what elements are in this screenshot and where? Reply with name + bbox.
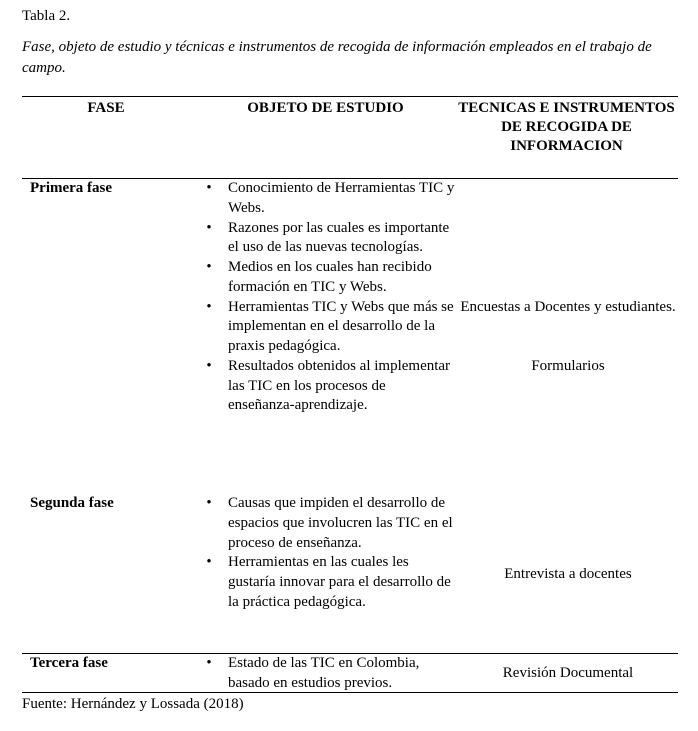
list-item (200, 654, 455, 694)
table-top-rule (22, 96, 678, 97)
phase-label-segunda: Segunda fase (30, 495, 114, 511)
objeto-text: Herramientas en las cuales les gustaría innovar para el desarrollo de la práctica pedagógica. (228, 554, 451, 610)
objeto-text: Estado de las TIC en Colombia, basado en estudios previos. (228, 655, 420, 691)
table-label: Tabla 2. (22, 8, 71, 24)
objeto-text: Herramientas TIC y Webs que más se implementan en el desarrollo de la praxis pedagógica. (228, 298, 454, 354)
source-note: Fuente: Hernández y Lossada (2018) (22, 696, 244, 712)
phase-label-tercera: Tercera fase (30, 655, 108, 671)
bullet-icon: • (206, 655, 212, 671)
bullet-icon: • (206, 298, 212, 315)
bullet-icon: • (206, 259, 212, 275)
header-fase: FASE (87, 100, 125, 116)
objetos-list-tercera (200, 654, 455, 694)
table-caption: Fase, objeto de estudio y técnicas e instrumentos de recogida de información empleados en el trabajo de campo. (22, 39, 652, 76)
objeto-text: Resultados obtenidos al implementar las TIC en los procesos de enseñanza-aprendizaje. (228, 357, 451, 414)
tecnica-encuestas: Encuestas a Docentes y estudiantes. (460, 299, 676, 315)
bullet-icon: • (206, 219, 212, 236)
bullet-icon: • (206, 357, 212, 374)
list-item (200, 553, 455, 612)
bullet-icon: • (206, 554, 212, 571)
objeto-text: Razones por las cuales es importante el uso de las nuevas tecnologías. (228, 219, 450, 256)
objeto-text: Medios en los cuales han recibido formación en TIC y Webs. (228, 259, 432, 295)
bullet-icon: • (206, 495, 212, 511)
phase-label-primera: Primera fase (30, 180, 113, 196)
table-bottom-rule (22, 692, 678, 693)
tecnica-formularios: Formularios (531, 358, 605, 374)
objetos-list-primera (200, 179, 455, 416)
objetos-list-segunda (200, 494, 455, 613)
list-item (200, 357, 455, 416)
list-item (200, 258, 455, 298)
header-tecnicas-e-instrumentos: TECNICAS E INSTRUMENTOS DE RECOGIDA DE INFORMACION (458, 100, 675, 154)
header-objeto-de-estudio: OBJETO DE ESTUDIO (247, 100, 404, 116)
list-item (200, 219, 455, 259)
list-item (200, 179, 455, 219)
list-item (200, 494, 455, 553)
list-item (200, 298, 455, 357)
bullet-icon: • (206, 180, 212, 196)
objeto-text: Conocimiento de Herramientas TIC y Webs. (228, 180, 455, 216)
tecnica-revision-documental: Revisión Documental (502, 665, 634, 681)
objeto-text: Causas que impiden el desarrollo de espacios que involucren las TIC en el proceso de enseñanza. (228, 495, 453, 551)
tecnica-entrevista: Entrevista a docentes (504, 566, 632, 582)
